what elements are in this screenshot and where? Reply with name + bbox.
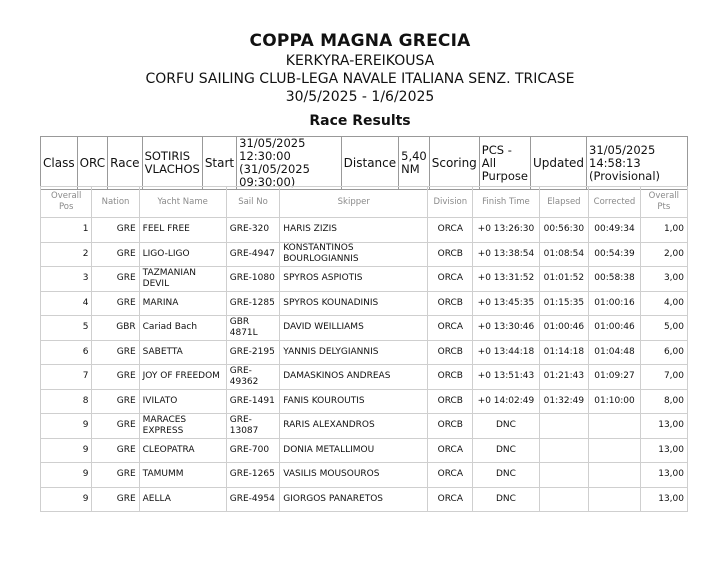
row-skipper: SPYROS KOUNADINIS	[280, 291, 428, 316]
row-sail-no: GRE-13087	[226, 414, 280, 439]
row-sail-no: GRE-1080	[226, 267, 280, 292]
row-skipper: SPYROS ASPIOTIS	[280, 267, 428, 292]
col-yacht-name: Yacht Name	[139, 187, 226, 218]
row-elapsed: 01:01:52	[539, 267, 589, 292]
row-sail-no: GRE-320	[226, 218, 280, 243]
row-overall-pos: 8	[41, 389, 92, 414]
row-elapsed	[539, 463, 589, 488]
table-row	[41, 438, 688, 463]
scoring-value: PCS - All Purpose	[479, 137, 530, 190]
row-overall-pos: 9	[41, 487, 92, 512]
row-division: ORCA	[428, 267, 473, 292]
row-overall-pos: 9	[41, 463, 92, 488]
row-sail-no: GBR 4871L	[226, 316, 280, 341]
row-yacht-name: TAZMANIAN DEVIL	[139, 267, 226, 292]
table-row	[41, 340, 688, 365]
row-finish-time: +0 14:02:49	[473, 389, 539, 414]
row-overall-pos: 3	[41, 267, 92, 292]
class-value: ORC	[77, 137, 108, 190]
row-elapsed: 01:14:18	[539, 340, 589, 365]
row-overall-pts: 6,00	[640, 340, 687, 365]
row-sail-no: GRE-1265	[226, 463, 280, 488]
table-row	[41, 389, 688, 414]
row-overall-pos: 6	[41, 340, 92, 365]
row-overall-pts: 3,00	[640, 267, 687, 292]
row-overall-pos: 1	[41, 218, 92, 243]
row-overall-pts: 8,00	[640, 389, 687, 414]
row-finish-time: +0 13:45:35	[473, 291, 539, 316]
row-sail-no: GRE-1285	[226, 291, 280, 316]
start-label: Start	[202, 137, 236, 190]
row-finish-time: DNC	[473, 487, 539, 512]
row-overall-pts: 2,00	[640, 242, 687, 267]
distance-value: 5,40 NM	[399, 137, 430, 190]
row-yacht-name: IVILATO	[139, 389, 226, 414]
row-skipper: RARIS ALEXANDROS	[280, 414, 428, 439]
col-finish-time: Finish Time	[473, 187, 539, 218]
col-overall-pts: Overall Pts	[640, 187, 687, 218]
updated-value: 31/05/2025 14:58:13 (Provisional)	[587, 137, 688, 190]
row-corrected	[589, 487, 640, 512]
class-label: Class	[41, 137, 78, 190]
row-finish-time: +0 13:38:54	[473, 242, 539, 267]
col-overall-pos: Overall Pos	[41, 187, 92, 218]
row-nation: GRE	[92, 389, 139, 414]
row-division: ORCA	[428, 316, 473, 341]
row-corrected: 01:09:27	[589, 365, 640, 390]
row-division: ORCB	[428, 340, 473, 365]
results-header-row	[41, 187, 688, 218]
row-sail-no: GRE-1491	[226, 389, 280, 414]
row-skipper: KONSTANTINOS BOURLOGIANNIS	[280, 242, 428, 267]
row-finish-time: +0 13:51:43	[473, 365, 539, 390]
row-overall-pos: 4	[41, 291, 92, 316]
row-division: ORCB	[428, 242, 473, 267]
row-elapsed: 01:00:46	[539, 316, 589, 341]
table-row	[41, 463, 688, 488]
row-overall-pts: 13,00	[640, 463, 687, 488]
row-division: ORCA	[428, 463, 473, 488]
row-corrected: 01:00:46	[589, 316, 640, 341]
row-corrected	[589, 463, 640, 488]
row-overall-pos: 2	[41, 242, 92, 267]
col-corrected: Corrected	[589, 187, 640, 218]
row-yacht-name: FEEL FREE	[139, 218, 226, 243]
row-yacht-name: LIGO-LIGO	[139, 242, 226, 267]
col-division: Division	[428, 187, 473, 218]
row-finish-time: +0 13:44:18	[473, 340, 539, 365]
row-skipper: FANIS KOUROUTIS	[280, 389, 428, 414]
row-division: ORCA	[428, 218, 473, 243]
row-sail-no: GRE-2195	[226, 340, 280, 365]
col-sail-no: Sail No	[226, 187, 280, 218]
row-elapsed: 01:32:49	[539, 389, 589, 414]
row-division: ORCA	[428, 487, 473, 512]
row-corrected: 00:58:38	[589, 267, 640, 292]
row-corrected: 01:10:00	[589, 389, 640, 414]
row-yacht-name: JOY OF FREEDOM	[139, 365, 226, 390]
row-yacht-name: Cariad Bach	[139, 316, 226, 341]
row-yacht-name: MARACES EXPRESS	[139, 414, 226, 439]
row-division: ORCB	[428, 291, 473, 316]
row-sail-no: GRE-4954	[226, 487, 280, 512]
row-skipper: HARIS ZIZIS	[280, 218, 428, 243]
row-finish-time: +0 13:30:46	[473, 316, 539, 341]
updated-label: Updated	[530, 137, 586, 190]
row-skipper: GIORGOS PANARETOS	[280, 487, 428, 512]
event-title: COPPA MAGNA GRECIA	[249, 31, 471, 51]
row-finish-time: DNC	[473, 438, 539, 463]
race-label: Race	[108, 137, 142, 190]
row-overall-pos: 9	[41, 438, 92, 463]
row-nation: GRE	[92, 218, 139, 243]
row-nation: GRE	[92, 463, 139, 488]
row-sail-no: GRE-700	[226, 438, 280, 463]
distance-label: Distance	[341, 137, 398, 190]
results-body	[41, 218, 688, 512]
row-sail-no: GRE-49362	[226, 365, 280, 390]
row-elapsed	[539, 487, 589, 512]
table-row	[41, 218, 688, 243]
table-row	[41, 291, 688, 316]
row-corrected: 01:04:48	[589, 340, 640, 365]
table-row	[41, 487, 688, 512]
row-overall-pos: 7	[41, 365, 92, 390]
row-nation: GRE	[92, 438, 139, 463]
row-elapsed: 01:21:43	[539, 365, 589, 390]
row-overall-pts: 13,00	[640, 487, 687, 512]
results-heading: Race Results	[309, 113, 411, 129]
row-skipper: VASILIS MOUSOUROS	[280, 463, 428, 488]
row-yacht-name: CLEOPATRA	[139, 438, 226, 463]
row-elapsed	[539, 438, 589, 463]
row-nation: GRE	[92, 340, 139, 365]
race-info-table	[40, 136, 688, 190]
row-elapsed: 01:15:35	[539, 291, 589, 316]
row-overall-pts: 1,00	[640, 218, 687, 243]
event-organizers: CORFU SAILING CLUB-LEGA NAVALE ITALIANA SENZ. TRICASE	[145, 71, 575, 87]
scoring-label: Scoring	[429, 137, 479, 190]
row-yacht-name: AELLA	[139, 487, 226, 512]
row-division: ORCB	[428, 414, 473, 439]
table-row	[41, 316, 688, 341]
row-nation: GRE	[92, 267, 139, 292]
table-row	[41, 365, 688, 390]
row-overall-pts: 5,00	[640, 316, 687, 341]
row-nation: GRE	[92, 414, 139, 439]
race-value: SOTIRIS VLACHOS	[142, 137, 202, 190]
row-overall-pos: 5	[41, 316, 92, 341]
row-skipper: DAMASKINOS ANDREAS	[280, 365, 428, 390]
row-finish-time: +0 13:26:30	[473, 218, 539, 243]
row-division: ORCB	[428, 389, 473, 414]
row-overall-pts: 13,00	[640, 414, 687, 439]
row-yacht-name: SABETTA	[139, 340, 226, 365]
row-overall-pts: 4,00	[640, 291, 687, 316]
event-dates: 30/5/2025 - 1/6/2025	[285, 89, 435, 105]
row-finish-time: +0 13:31:52	[473, 267, 539, 292]
row-yacht-name: TAMUMM	[139, 463, 226, 488]
row-corrected: 00:49:34	[589, 218, 640, 243]
row-division: ORCB	[428, 365, 473, 390]
start-value: 31/05/2025 12:30:00 (31/05/2025 09:30:00)	[237, 137, 342, 190]
results-table	[40, 186, 688, 512]
col-skipper: Skipper	[280, 187, 428, 218]
row-nation: GRE	[92, 291, 139, 316]
row-elapsed	[539, 414, 589, 439]
row-skipper: YANNIS DELYGIANNIS	[280, 340, 428, 365]
row-nation: GBR	[92, 316, 139, 341]
table-row	[41, 267, 688, 292]
row-finish-time: DNC	[473, 414, 539, 439]
table-row	[41, 414, 688, 439]
row-elapsed: 00:56:30	[539, 218, 589, 243]
row-nation: GRE	[92, 242, 139, 267]
row-division: ORCA	[428, 438, 473, 463]
row-elapsed: 01:08:54	[539, 242, 589, 267]
row-overall-pts: 7,00	[640, 365, 687, 390]
row-corrected	[589, 438, 640, 463]
table-row	[41, 242, 688, 267]
col-nation: Nation	[92, 187, 139, 218]
row-overall-pts: 13,00	[640, 438, 687, 463]
row-finish-time: DNC	[473, 463, 539, 488]
row-nation: GRE	[92, 487, 139, 512]
row-skipper: DAVID WEILLIAMS	[280, 316, 428, 341]
row-sail-no: GRE-4947	[226, 242, 280, 267]
row-corrected	[589, 414, 640, 439]
event-location: KERKYRA-EREIKOUSA	[285, 53, 435, 69]
row-corrected: 00:54:39	[589, 242, 640, 267]
row-yacht-name: MARINA	[139, 291, 226, 316]
row-nation: GRE	[92, 365, 139, 390]
col-elapsed: Elapsed	[539, 187, 589, 218]
row-corrected: 01:00:16	[589, 291, 640, 316]
document-header	[0, 30, 720, 106]
row-overall-pos: 9	[41, 414, 92, 439]
row-skipper: DONIA METALLIMOU	[280, 438, 428, 463]
